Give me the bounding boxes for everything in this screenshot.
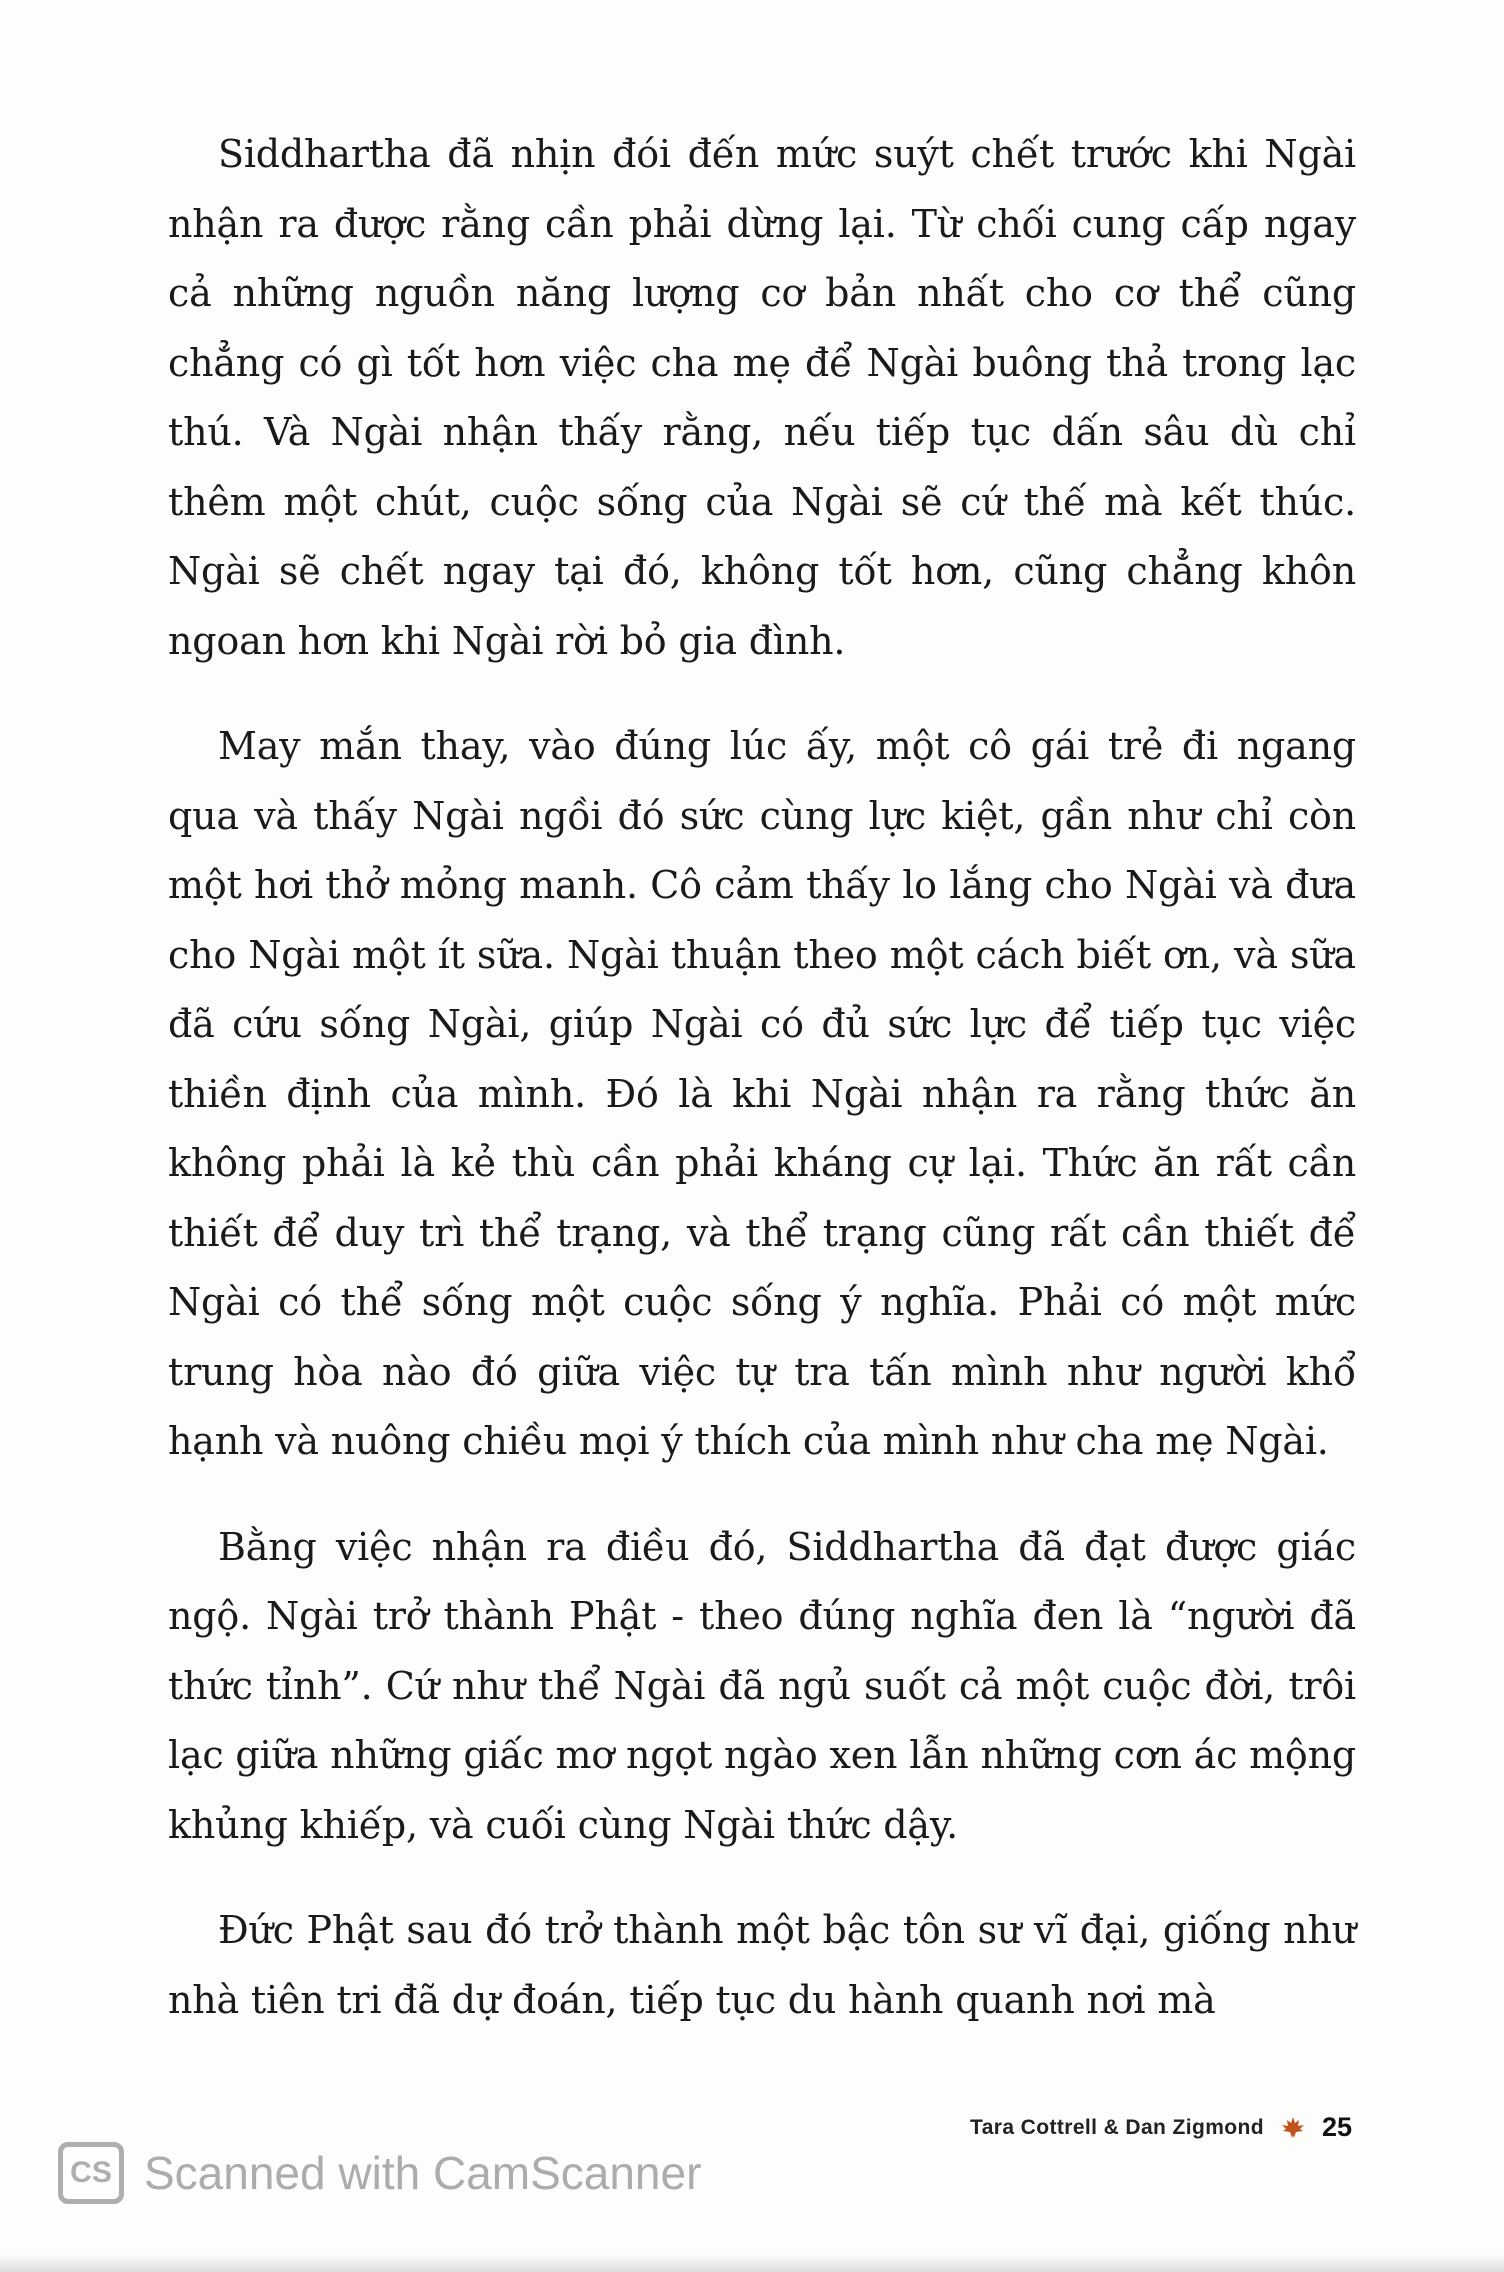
camscanner-watermark xyxy=(58,2142,701,2204)
page-edge-shadow xyxy=(0,2254,1504,2272)
paragraph-4: Đức Phật sau đó trở thành một bậc tôn sư vĩ đại, giống như nhà tiên tri đã dự đoán, tiếp tục du hành quanh nơi mà xyxy=(168,1908,1356,2022)
camscanner-logo-icon: CS xyxy=(58,2142,124,2204)
maple-leaf-icon xyxy=(1280,2116,1306,2140)
page-footer xyxy=(970,2112,1352,2143)
body-text xyxy=(168,120,1356,2035)
footer-authors: Tara Cottrell & Dan Zigmond xyxy=(970,2115,1264,2139)
paragraph-2: May mắn thay, vào đúng lúc ấy, một cô gái trẻ đi ngang qua và thấy Ngài ngồi đó sức cùng lực kiệt, gần như chỉ còn một hơi thở mỏng manh. Cô cảm thấy lo lắng cho Ngài và đưa cho Ngài một ít sữa. Ngài thuận theo một cách biết ơn, và sữa đã cứu sống Ngài, giúp Ngài có đủ sức lực để tiếp tục việc thiền định của mình. Đó là khi Ngài nhận ra rằng thức ăn không phải là kẻ thù cần phải kháng cự lại. Thức ăn rất cần thiết để duy trì thể trạng, và thể trạng cũng rất cần thiết để Ngài có thể sống một cuộc sống ý nghĩa. Phải có một mức trung hòa nào đó giữa việc tự tra tấn mình như người khổ hạnh và nuông chiều mọi ý thích của mình như cha mẹ Ngài. xyxy=(168,724,1356,1463)
paragraph-1: Siddhartha đã nhịn đói đến mức suýt chết trước khi Ngài nhận ra được rằng cần phải dừng lại. Từ chối cung cấp ngay cả những nguồn năng lượng cơ bản nhất cho cơ thể cũng chẳng có gì tốt hơn việc cha mẹ để Ngài buông thả trong lạc thú. Và Ngài nhận thấy rằng, nếu tiếp tục dấn sâu dù chỉ thêm một chút, cuộc sống của Ngài sẽ cứ thế mà kết thúc. Ngài sẽ chết ngay tại đó, không tốt hơn, cũng chẳng khôn ngoan hơn khi Ngài rời bỏ gia đình. xyxy=(168,132,1356,663)
page-number: 25 xyxy=(1321,2112,1352,2142)
paragraph-3: Bằng việc nhận ra điều đó, Siddhartha đã đạt được giác ngộ. Ngài trở thành Phật - theo đúng nghĩa đen là “người đã thức tỉnh”. Cứ như thể Ngài đã ngủ suốt cả một cuộc đời, trôi lạc giữa những giấc mơ ngọt ngào xen lẫn những cơn ác mộng khủng khiếp, và cuối cùng Ngài thức dậy. xyxy=(168,1524,1356,1847)
watermark-text: Scanned with CamScanner xyxy=(144,2147,702,2199)
